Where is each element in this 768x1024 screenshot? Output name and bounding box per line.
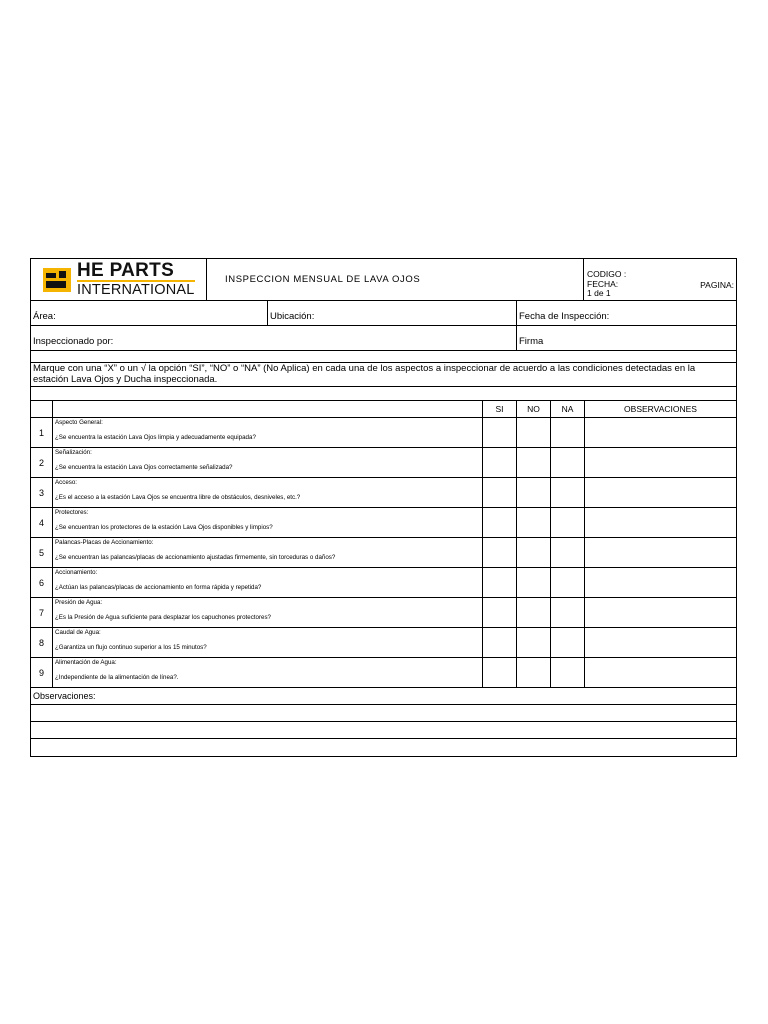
item-question: ¿Independiente de la alimentación de línea?. <box>55 674 179 681</box>
spacer-row <box>31 387 736 401</box>
item-question: ¿Es la Presión de Agua suficiente para desplazar los capuchones protectores? <box>55 614 272 621</box>
no-checkbox[interactable] <box>517 598 551 627</box>
item-question: ¿Garantiza un flujo continuo superior a los 15 minutos? <box>55 644 207 651</box>
observaciones-label: Observaciones: <box>31 688 736 705</box>
area-field[interactable]: Área: <box>31 301 268 325</box>
observaciones-line[interactable] <box>31 705 736 722</box>
si-checkbox[interactable] <box>483 628 517 657</box>
no-checkbox[interactable] <box>517 658 551 687</box>
checklist-item <box>31 568 736 598</box>
no-checkbox[interactable] <box>517 568 551 597</box>
na-checkbox[interactable] <box>551 448 585 477</box>
item-number: 7 <box>31 598 53 627</box>
inspector-row <box>31 326 736 351</box>
spacer-row <box>31 351 736 363</box>
item-number: 9 <box>31 658 53 687</box>
observation-field[interactable] <box>585 478 736 507</box>
no-checkbox[interactable] <box>517 538 551 567</box>
si-checkbox[interactable] <box>483 478 517 507</box>
observation-field[interactable] <box>585 628 736 657</box>
item-number: 2 <box>31 448 53 477</box>
item-question: ¿Se encuentran los protectores de la estación Lava Ojos disponibles y limpios? <box>55 524 273 531</box>
na-checkbox[interactable] <box>551 478 585 507</box>
checklist-item <box>31 508 736 538</box>
fecha-inspeccion-field[interactable]: Fecha de Inspección: <box>519 311 610 322</box>
item-number: 8 <box>31 628 53 657</box>
si-checkbox[interactable] <box>483 538 517 567</box>
item-question: ¿Es el acceso a la estación Lava Ojos se encuentra libre de obstáculos, desniveles, etc.? <box>55 494 301 501</box>
observation-field[interactable] <box>585 508 736 537</box>
page-value: 1 de 1 <box>587 288 611 298</box>
observation-field[interactable] <box>585 658 736 687</box>
checklist-item <box>31 538 736 568</box>
logo-text-top: HE PARTS <box>77 260 175 282</box>
item-number: 5 <box>31 538 53 567</box>
na-checkbox[interactable] <box>551 418 585 447</box>
na-checkbox[interactable] <box>551 628 585 657</box>
na-checkbox[interactable] <box>551 538 585 567</box>
item-number: 1 <box>31 418 53 447</box>
item-number: 4 <box>31 508 53 537</box>
item-label: Presión de Agua: <box>55 599 103 606</box>
no-checkbox[interactable] <box>517 448 551 477</box>
observaciones-line[interactable] <box>31 739 736 756</box>
pagina-label: PAGINA: <box>700 280 734 290</box>
item-label: Acceso: <box>55 479 78 486</box>
checklist-header <box>31 401 736 418</box>
ubicacion-field[interactable]: Ubicación: <box>268 301 517 325</box>
si-checkbox[interactable] <box>483 508 517 537</box>
company-logo <box>31 259 207 300</box>
item-question: ¿Actúan las palancas/placas de accionamiento en forma rápida y repetida? <box>55 584 262 591</box>
logo-text-bottom: INTERNATIONAL <box>77 282 195 299</box>
si-checkbox[interactable] <box>483 598 517 627</box>
item-label: Accionamiento: <box>55 569 98 576</box>
item-question: ¿Se encuentra la estación Lava Ojos correctamente señalizada? <box>55 464 233 471</box>
na-checkbox[interactable] <box>551 598 585 627</box>
no-checkbox[interactable] <box>517 508 551 537</box>
si-checkbox[interactable] <box>483 448 517 477</box>
codigo-label: CODIGO : <box>587 269 627 279</box>
col-no: NO <box>517 401 551 417</box>
no-checkbox[interactable] <box>517 628 551 657</box>
checklist-item <box>31 478 736 508</box>
si-checkbox[interactable] <box>483 418 517 447</box>
location-row <box>31 301 736 326</box>
observation-field[interactable] <box>585 568 736 597</box>
inspeccionado-field[interactable]: Inspeccionado por: <box>31 326 517 350</box>
item-label: Señalización: <box>55 449 92 456</box>
logo-mark-icon <box>41 266 73 294</box>
item-number: 3 <box>31 478 53 507</box>
document-meta <box>584 259 736 300</box>
col-si: SI <box>483 401 517 417</box>
observation-field[interactable] <box>585 598 736 627</box>
form-title: INSPECCION MENSUAL DE LAVA OJOS <box>207 259 584 300</box>
na-checkbox[interactable] <box>551 568 585 597</box>
firma-field[interactable]: Firma <box>519 336 544 347</box>
fecha-label: FECHA: <box>587 278 619 289</box>
instructions-text: Marque con una “X” o un √ la opción “SI”, “NO” o “NA” (No Aplica) en cada una de los aspectos a inspeccionar de acuerdo a las condiciones detectadas en la estación Lava Ojos y Ducha inspeccionada. <box>31 363 736 387</box>
item-question: ¿Se encuentra la estación Lava Ojos limpia y adecuadamente equipada? <box>55 434 256 441</box>
checklist-item <box>31 658 736 688</box>
checklist-item <box>31 628 736 658</box>
inspection-form <box>30 258 737 757</box>
na-checkbox[interactable] <box>551 508 585 537</box>
item-label: Aspecto General: <box>55 419 103 426</box>
si-checkbox[interactable] <box>483 658 517 687</box>
observation-field[interactable] <box>585 418 736 447</box>
item-label: Alimentación de Agua: <box>55 659 117 666</box>
si-checkbox[interactable] <box>483 568 517 597</box>
checklist-item <box>31 598 736 628</box>
item-number: 6 <box>31 568 53 597</box>
item-label: Palancas-Placas de Accionamiento: <box>55 539 154 546</box>
item-question: ¿Se encuentran las palancas/placas de accionamiento ajustadas firmemente, sin torceduras o daños? <box>55 554 336 561</box>
no-checkbox[interactable] <box>517 418 551 447</box>
observation-field[interactable] <box>585 538 736 567</box>
col-observaciones: OBSERVACIONES <box>624 404 697 414</box>
observaciones-line[interactable] <box>31 722 736 739</box>
na-checkbox[interactable] <box>551 658 585 687</box>
item-label: Caudal de Agua: <box>55 629 101 636</box>
observation-field[interactable] <box>585 448 736 477</box>
no-checkbox[interactable] <box>517 478 551 507</box>
checklist-item <box>31 448 736 478</box>
col-na: NA <box>551 401 585 417</box>
checklist-item <box>31 418 736 448</box>
form-header <box>31 259 736 301</box>
item-label: Protectores: <box>55 509 89 516</box>
